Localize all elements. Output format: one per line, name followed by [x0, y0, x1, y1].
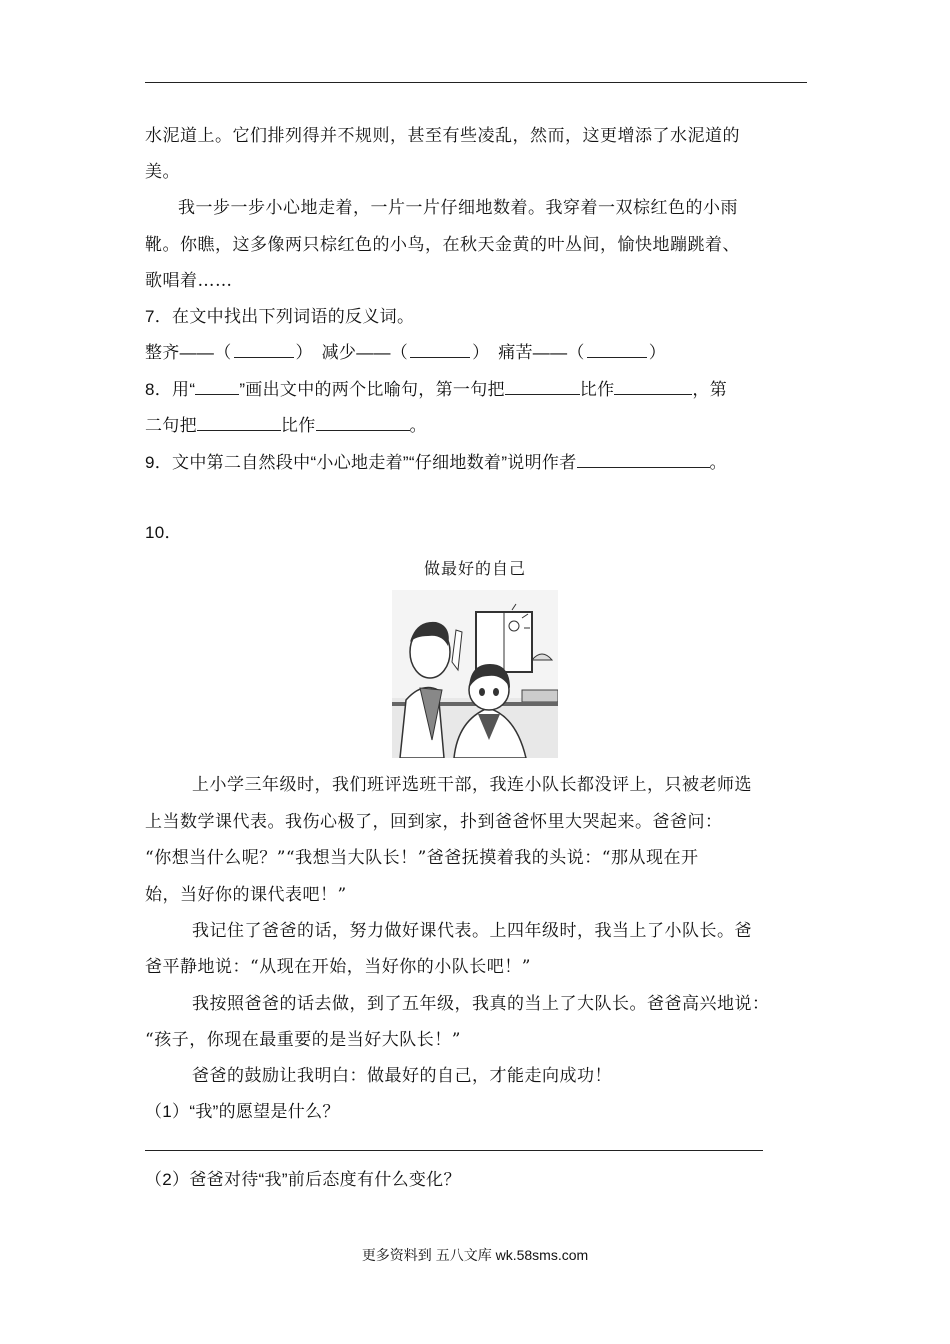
story-line: 我按照爸爸的话去做，到了五年级，我真的当上了大队长。爸爸高兴地说：	[192, 994, 770, 1014]
passage-title: 做最好的自己	[423, 559, 526, 578]
passage-line: 靴。你瞧，这多像两只棕红色的小鸟，在秋天金黄的叶丛间，愉快地蹦跳着、	[145, 235, 740, 255]
story-line: 爸平静地说：“从现在开始，当好你的小队长吧！”	[145, 957, 531, 977]
q8-text: 二句把	[145, 416, 197, 435]
q8-blank-2[interactable]	[614, 377, 692, 395]
passage-line: 歌唱着……	[145, 271, 233, 291]
q9-text: 9．文中第二自然段中“小心地走着”“仔细地数着”说明作者	[145, 453, 577, 472]
q8-text: ”画出文中的两个比喻句，第一句把	[239, 380, 505, 399]
passage-line: 美。	[145, 162, 180, 182]
q7-word-2: ） 减少——（	[295, 343, 409, 362]
story-line: 始，当好你的课代表吧！”	[145, 885, 347, 905]
question-9	[145, 450, 727, 475]
question-10-number: 10．	[145, 523, 182, 542]
q8-blank-3[interactable]	[197, 413, 281, 431]
story-line: “你想当什么呢？”“我想当大队长！”爸爸抚摸着我的头说：“那从现在开	[145, 848, 699, 868]
q8-text: 。	[409, 416, 427, 435]
q7-blank-2[interactable]	[410, 343, 470, 358]
q8-blank-mark[interactable]	[195, 377, 239, 395]
question-8	[145, 377, 727, 402]
sub-question-2: （2）爸爸对待“我”前后态度有什么变化？	[145, 1170, 461, 1189]
q8-text: 比作	[579, 380, 615, 399]
q7-word-3: ） 痛苦——（	[472, 343, 585, 362]
story-line: 上当数学课代表。我伤心极了，回到家，扑到爸爸怀里大哭起来。爸爸问：	[145, 812, 723, 832]
q8-text: ，第	[692, 380, 728, 399]
father-son-illustration	[392, 590, 558, 758]
passage-line: 我一步一步小心地走着，一片一片仔细地数着。我穿着一双棕红色的小雨	[178, 198, 738, 218]
q7-word-4: ）	[648, 343, 667, 362]
passage-line: 水泥道上。它们排列得并不规则，甚至有些凌乱，然而，这更增添了水泥道的	[145, 126, 740, 146]
q8-blank-4[interactable]	[316, 413, 410, 431]
question-7: 7．在文中找出下列词语的反义词。	[145, 307, 415, 326]
q8-text: 8．用“	[145, 380, 196, 399]
story-line: 上小学三年级时，我们班评选班干部，我连小队长都没评上，只被老师选	[192, 775, 752, 795]
q7-blank-3[interactable]	[587, 343, 647, 358]
story-line: “孩子，你现在最重要的是当好大队长！”	[145, 1030, 461, 1050]
q9-blank[interactable]	[577, 450, 710, 468]
q8-text: 比作	[280, 416, 316, 435]
story-line: 我记住了爸爸的话，努力做好课代表。上四年级时，我当上了小队长。爸	[192, 921, 752, 941]
story-line: 爸爸的鼓励让我明白：做最好的自己，才能走向成功！	[192, 1066, 612, 1086]
sub-question-1: （1）“我”的愿望是什么？	[145, 1102, 340, 1121]
q8-blank-1[interactable]	[505, 377, 580, 395]
question-8-cont	[145, 413, 427, 438]
q9-text: 。	[709, 453, 727, 472]
question-7-items	[145, 341, 666, 365]
footer-watermark: 更多资料到 五八文库 wk.58sms.com	[361, 1247, 589, 1263]
q7-blank-1[interactable]	[234, 343, 294, 358]
header-rule	[145, 82, 807, 83]
q7-word-1: 整齐——（	[145, 343, 232, 362]
answer-line[interactable]	[145, 1150, 763, 1151]
